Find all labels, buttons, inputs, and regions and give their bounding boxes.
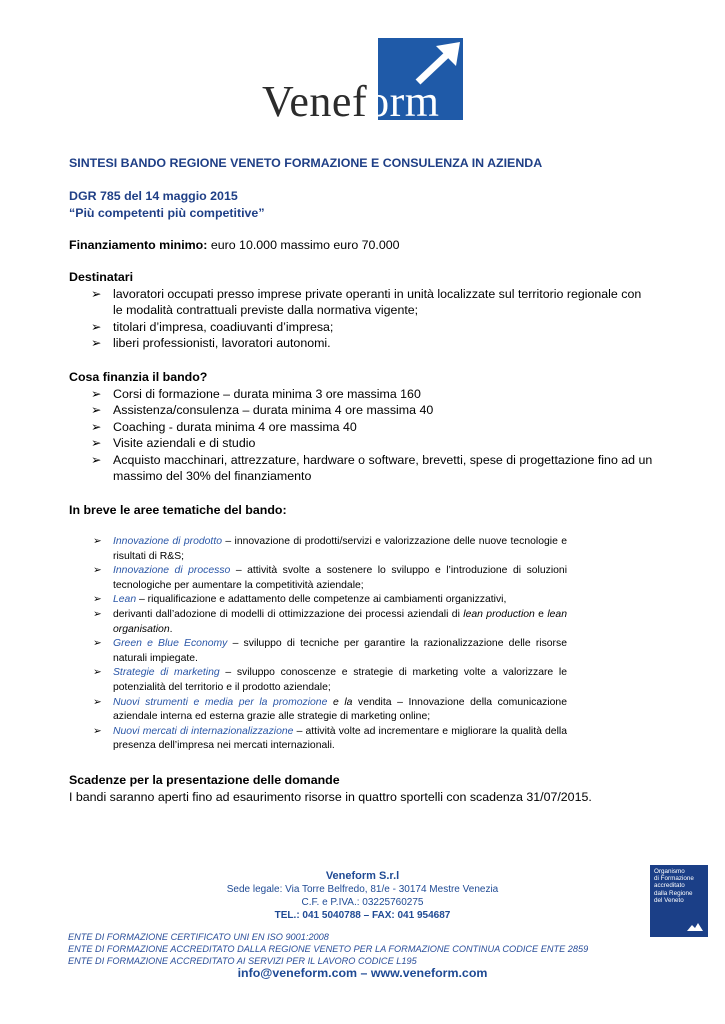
list-item: ➢ Assistenza/consulenza – durata minima 4 ore massima 40	[91, 403, 434, 418]
list-item: ➢ Corsi di formazione – durata minima 3 ore massima 160	[91, 387, 421, 401]
dgr-line: DGR 785 del 14 maggio 2015	[69, 189, 238, 203]
list-item: ➢ derivanti dall’adozione di modelli di ottimizzazione dei processi aziendali di lean production e lean organisation.	[93, 608, 567, 635]
finanziamento-line: Finanziamento minimo: euro 10.000 massimo euro 70.000	[69, 238, 400, 252]
ente-line: ENTE DI FORMAZIONE CERTIFICATO UNI EN ISO 9001:2008	[68, 932, 329, 942]
arrow-bullet-icon: ➢	[91, 287, 102, 301]
list-item: ➢ Innovazione di prodotto – innovazione di prodotti/servizi e valorizzazione delle nuove tecnologie e risultati di R&S;	[93, 536, 568, 562]
arrow-bullet-icon: ➢	[93, 696, 102, 708]
arrow-bullet-icon: ➢	[93, 667, 102, 679]
ente-line: ENTE DI FORMAZIONE ACCREDITATO DALLA REGIONE VENETO PER LA FORMAZIONE CONTINUA CODICE ENTE 2859	[68, 944, 589, 954]
logo-wordmark: Veneform	[262, 77, 440, 126]
veneform-logo	[262, 38, 472, 138]
footer-sede: Sede legale: Via Torre Belfredo, 81/e - 30174 Mestre Venezia	[226, 884, 499, 895]
arrow-bullet-icon: ➢	[91, 403, 102, 418]
scadenze-title: Scadenze per la presentazione delle domande	[69, 773, 340, 787]
arrow-bullet-icon: ➢	[91, 452, 102, 467]
arrow-bullet-icon: ➢	[91, 387, 102, 401]
arrow-bullet-icon: ➢	[93, 565, 102, 577]
document-heading: SINTESI BANDO REGIONE VENETO FORMAZIONE E CONSULENZA IN AZIENDA	[69, 156, 543, 170]
arrow-bullet-icon: ➢	[93, 725, 102, 737]
footer-company	[0, 870, 725, 922]
list-item: ➢ Lean – riqualificazione e adattamento delle competenze ai cambiamenti organizzativi,	[93, 593, 567, 608]
arrow-bullet-icon: ➢	[93, 608, 102, 620]
aree-list	[93, 535, 567, 754]
list-item: ➢ Coaching - durata minima 4 ore massima 40	[91, 419, 357, 434]
cosa-list	[91, 386, 652, 484]
scadenze-text: I bandi saranno aperti fino ad esaurimento risorse in quattro sportelli con scadenza 31/07/2015.	[69, 790, 592, 804]
destinatari-title: Destinatari	[69, 270, 134, 284]
list-item: ➢ titolari d’impresa, coadiuvanti d’impresa;	[91, 319, 334, 334]
regione-veneto-badge: Organismo di Formazione accreditato dalla Regione del Veneto	[650, 865, 708, 937]
list-item: ➢ Innovazione di processo – attività svolte a sostenere lo sviluppo e l’introduzione di soluzioni tecnologiche per aumentare la competitività aziendale;	[93, 565, 568, 591]
arrow-bullet-icon: ➢	[91, 336, 102, 351]
list-item: ➢ liberi professionisti, lavoratori autonomi.	[91, 336, 331, 351]
footer-cf: C.F. e P.IVA.: 03225760275	[301, 897, 424, 908]
list-item: ➢ Nuovi mercati di internazionalizzazione – attività volte ad incrementare e migliorare la qualità della presenza dell’impresa nei mercati internazionali.	[93, 725, 567, 752]
list-item: ➢ Nuovi strumenti e media per la promozione e la vendita – Innovazione della comunicazione aziendale interna ed esterna grazie alle strategie di marketing online;	[93, 696, 567, 723]
ente-line: ENTE DI FORMAZIONE ACCREDITATO AI SERVIZI PER IL LAVORO CODICE L195	[68, 956, 417, 966]
arrow-bullet-icon: ➢	[93, 594, 102, 606]
list-item: ➢ Strategie di marketing – sviluppo conoscenze e strategie di marketing volte a valorizzare le potenzialità del territorio e il prodotto aziendale;	[93, 667, 567, 693]
list-item: ➢ Visite aziendali e di studio	[91, 436, 256, 451]
aree-title: In breve le aree tematiche del bando:	[69, 503, 287, 517]
winged-lion-icon	[686, 921, 704, 933]
arrow-bullet-icon: ➢	[91, 319, 102, 334]
slogan-line: “Più competenti più competitive”	[69, 206, 265, 220]
list-item: ➢ Acquisto macchinari, attrezzature, hardware o software, brevetti, spese di progettazione fino ad un massimo del 30% del finanziamento	[91, 452, 653, 484]
arrow-bullet-icon: ➢	[93, 638, 102, 650]
footer-company-name: Veneform S.r.l	[325, 870, 400, 882]
destinatari-list	[91, 286, 641, 352]
cosa-title: Cosa finanzia il bando?	[69, 370, 208, 384]
arrow-bullet-icon: ➢	[91, 436, 102, 451]
arrow-bullet-icon: ➢	[91, 419, 102, 434]
footer-tel: TEL.: 041 5040788 – FAX: 041 954687	[274, 910, 451, 921]
contact-links[interactable]: info@veneform.com – www.veneform.com	[237, 966, 488, 980]
list-item: ➢ Green e Blue Economy – sviluppo di tecniche per garantire la razionalizzazione delle risorse naturali impiegate.	[93, 638, 567, 664]
arrow-bullet-icon: ➢	[93, 536, 102, 547]
list-item: ➢ lavoratori occupati presso imprese private operanti in unità localizzate sul territorio regionale con le modalità contrattuali previste dalla normativa vigente;	[91, 287, 642, 318]
